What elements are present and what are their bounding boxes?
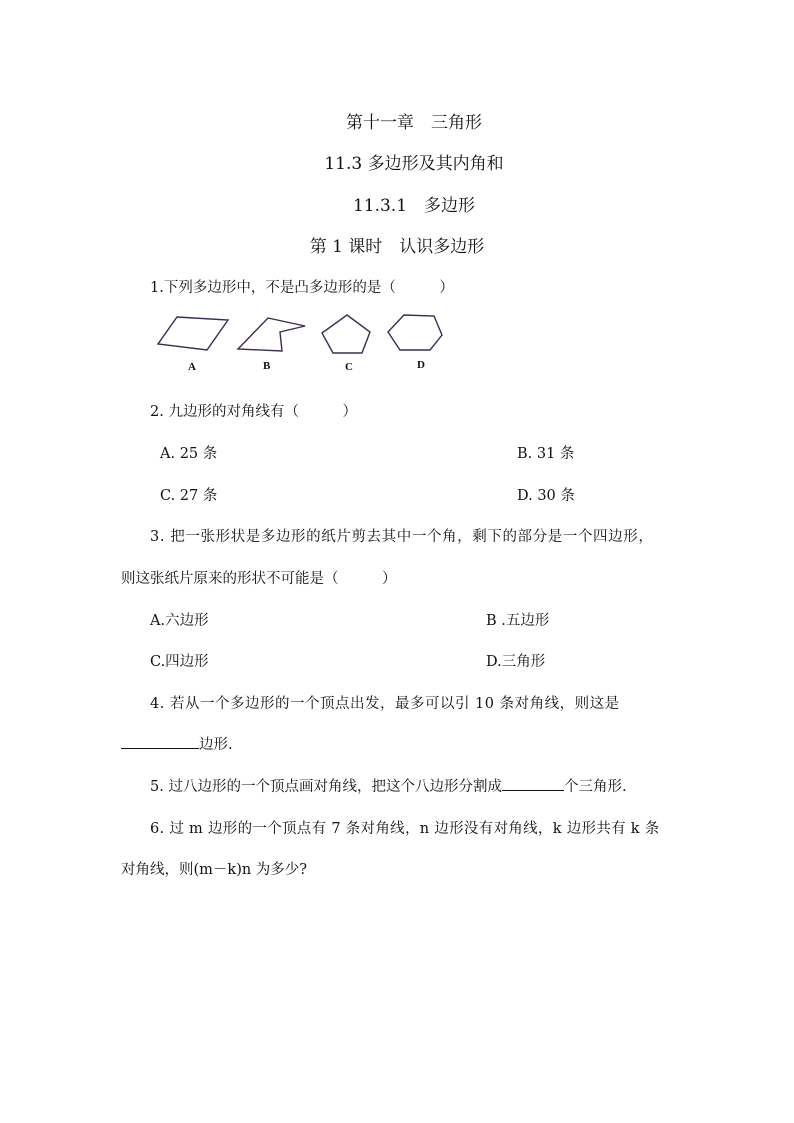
q2-option-c: C. 27 条	[160, 488, 218, 504]
question-3-line-2: 则这张纸片原来的形状不可能是（ ）	[121, 571, 397, 587]
label-d: D	[417, 359, 425, 371]
question-5	[150, 775, 627, 796]
shape-c-pentagon	[322, 315, 370, 353]
q3-option-b: B .五边形	[486, 613, 550, 629]
subsection-title: 11.3.1 多边形	[352, 196, 476, 216]
q5-answer-blank[interactable]	[502, 776, 564, 791]
polygon-figures	[150, 305, 460, 381]
shape-b-concave	[238, 318, 305, 351]
question-6-line-1: 6. 过 m 边形的一个顶点有 7 条对角线，n 边形没有对角线，k 边形共有 k 条	[150, 821, 660, 837]
shape-a-quadrilateral	[158, 317, 228, 350]
q2-option-b: B. 31 条	[517, 446, 575, 462]
label-a: A	[188, 361, 196, 373]
question-3-line-1: 3. 把一张形状是多边形的纸片剪去其中一个角，剩下的部分是一个四边形，	[150, 529, 654, 545]
q3-option-c: C.四边形	[150, 654, 209, 670]
q5-suffix: 个三角形.	[563, 779, 627, 795]
q4-answer-blank[interactable]	[121, 734, 199, 749]
label-c: C	[345, 361, 353, 373]
q3-option-d: D.三角形	[486, 654, 546, 670]
question-6-line-2: 对角线，则(m－k)n 为多少?	[121, 862, 308, 878]
question-4-line-2	[121, 733, 233, 754]
chapter-title: 第十一章 三角形	[346, 113, 482, 133]
question-1: 1.下列多边形中，不是凸多边形的是（ ）	[150, 280, 454, 296]
q2-option-a: A. 25 条	[160, 446, 218, 462]
question-4-line-1: 4. 若从一个多边形的一个顶点出发，最多可以引 10 条对角线，则这是	[150, 696, 620, 712]
q3-option-a: A.六边形	[150, 613, 209, 629]
section-title: 11.3 多边形及其内角和	[324, 154, 504, 174]
q5-prefix: 5. 过八边形的一个顶点画对角线，把这个八边形分割成	[150, 779, 502, 795]
lesson-title: 第 1 课时 认识多边形	[309, 237, 485, 257]
question-2: 2. 九边形的对角线有（ ）	[150, 404, 357, 420]
q4-suffix: 边形.	[199, 737, 233, 753]
shape-d-hexagon	[388, 315, 442, 350]
label-b: B	[263, 360, 271, 372]
q2-option-d: D. 30 条	[517, 488, 575, 504]
